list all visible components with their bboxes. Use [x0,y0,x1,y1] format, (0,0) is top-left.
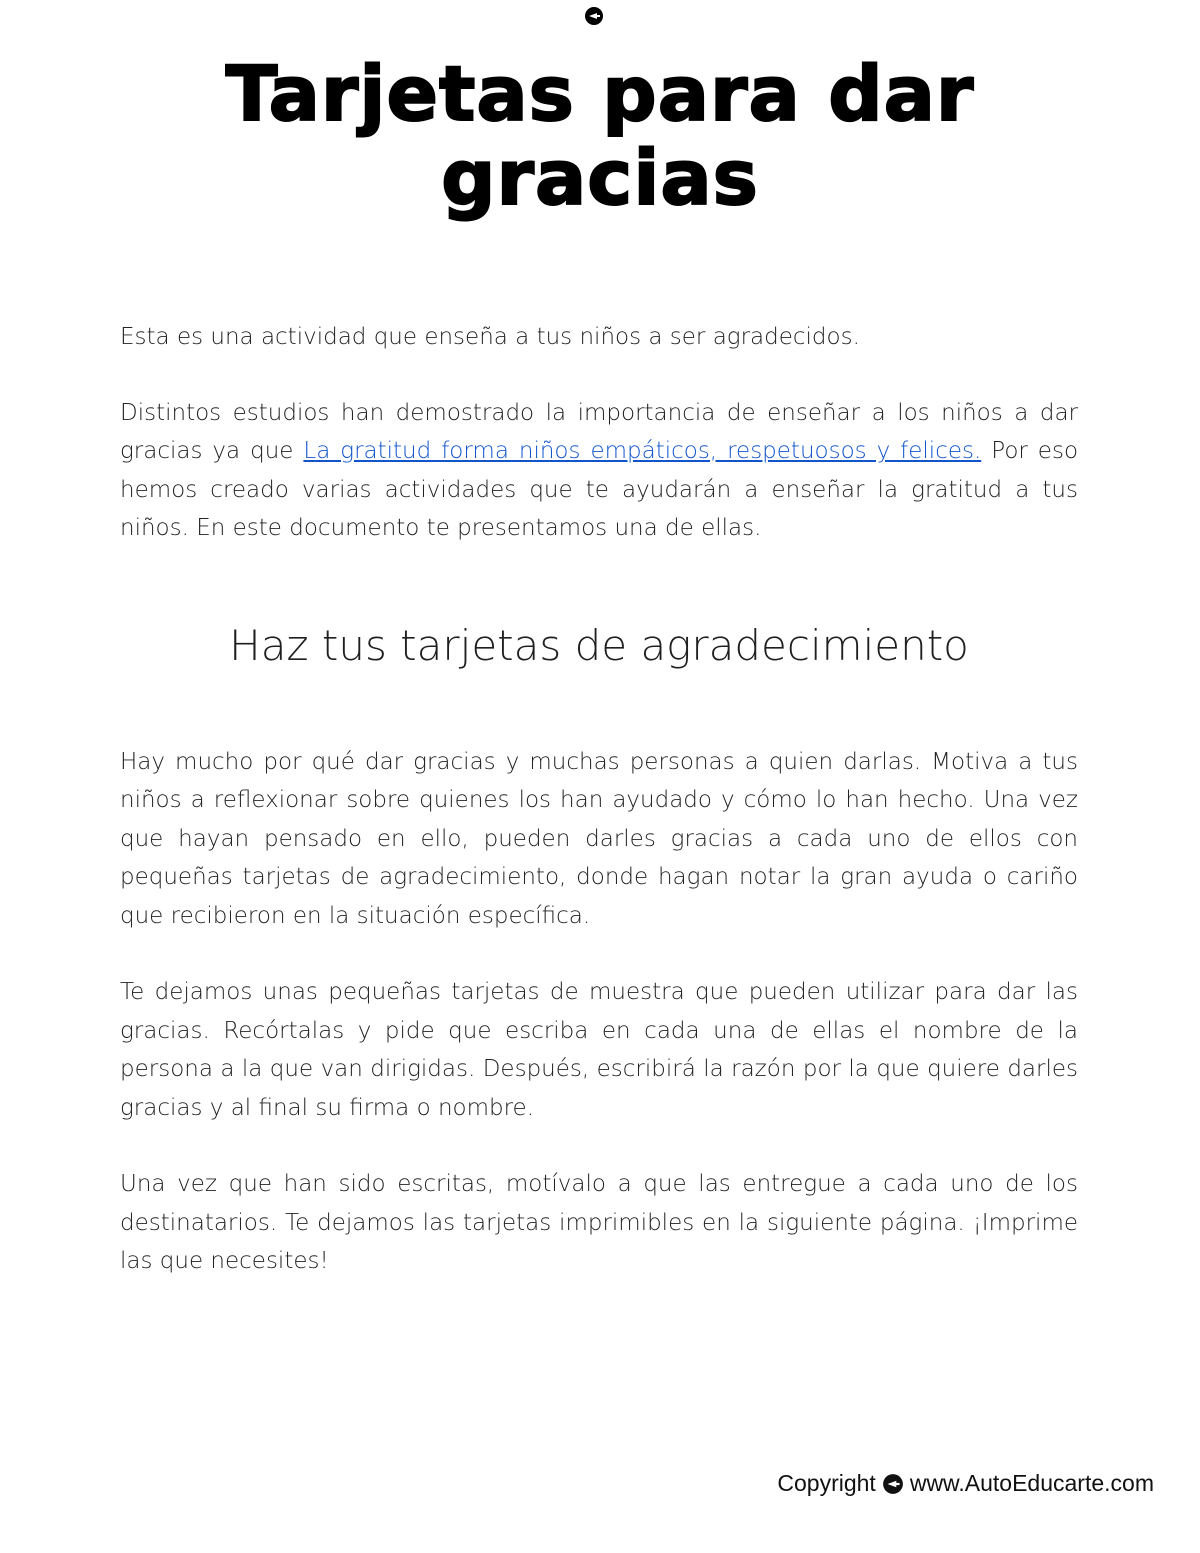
title-line-2: gracias [441,133,759,222]
section-paragraph-2: Te dejamos unas pequeñas tarjetas de muestra que pueden utilizar para dar las gracias. Recórtalas y pide que escriba en cada una de ellas el nombre de la persona a la que van dirigidas. Después, escribirá la razón por la que quiere darles gracias y al final su firma o nombre. [120,979,1078,1121]
copyright-label: Copyright [777,1470,876,1496]
intro-paragraph-2-end: Por eso hemos creado varias actividades que te ayudarán a enseñar la gratitud a tus niños. En este documento te presentamos una de ellas. [120,438,1079,541]
section-paragraph-1: Hay mucho por qué dar gracias y muchas personas a quien darlas. Motiva a tus niños a reflexionar sobre quienes los han ayudado y cómo lo han hecho. Una vez que hayan pensado en ello, pueden darles gracias a cada uno de ellos con pequeñas tarjetas de agradecimiento, donde hagan notar la gran ayuda o cariño que recibieron en la situación específica. [120,748,1078,929]
page-title [100,49,1100,222]
intro-paragraph-2-start: Distintos estudios han demostrado la importancia de enseñar a los niños a dar gracias ya que [120,399,1078,464]
autoeducarte-logo-icon [882,1473,904,1495]
intro-paragraph-2 [120,394,1078,548]
website-link[interactable]: www.AutoEducarte.com [909,1470,1154,1496]
footer-copyright [777,1470,1154,1497]
autoeducarte-logo-icon [584,6,604,26]
title-line-1: Tarjetas para dar [225,49,975,138]
section-heading: Haz tus tarjetas de agradecimiento [229,620,969,670]
intro-paragraph-1: Esta es una actividad que enseña a tus niños a ser agradecidos. [120,324,860,350]
section-paragraph-3: Una vez que han sido escritas, motívalo a que las entregue a cada uno de los destinatarios. Te dejamos las tarjetas imprimibles en la siguiente página. ¡Imprime las que necesites! [120,1171,1078,1274]
main-content [120,318,1078,1281]
gratitude-article-link[interactable]: La gratitud forma niños empáticos, respetuosos y felices. [303,438,982,464]
